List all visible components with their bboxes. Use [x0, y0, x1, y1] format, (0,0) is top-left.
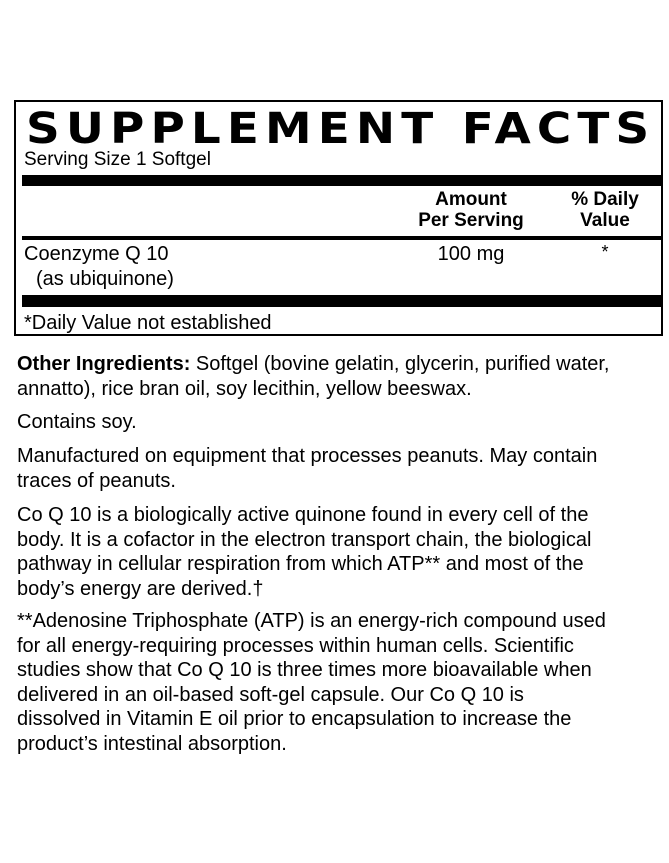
- coq10-description-line3: pathway in cellular respiration from which ATP** and most of the: [17, 553, 584, 575]
- other-ingredients-label: Other Ingredients:: [17, 353, 191, 375]
- other-ingredients-line1: [17, 352, 669, 377]
- contains-allergen: Contains soy.: [17, 411, 137, 433]
- coq10-description: [17, 503, 669, 601]
- divider-thick-bottom: [22, 295, 661, 307]
- nutrient-daily-value: *: [601, 242, 609, 262]
- column-header-daily-value: [547, 189, 663, 231]
- coq10-description-line2: body. It is a cofactor in the electron transport chain, the biological: [17, 528, 592, 551]
- column-header-daily-line2: Value: [580, 210, 630, 231]
- supplement-facts-panel: [14, 100, 663, 336]
- atp-note-line5: dissolved in Vitamin E oil prior to encapsulation to increase the: [17, 708, 572, 730]
- coq10-description-line1: Co Q 10 is a biologically active quinone found in every cell of the: [17, 504, 589, 526]
- atp-note-line3: studies show that Co Q 10 is three times more bioavailable when: [17, 659, 592, 681]
- other-ingredients-line2: annatto), rice bran oil, soy lecithin, yellow beeswax.: [17, 377, 472, 400]
- column-header-amount-line2: Per Serving: [418, 210, 524, 231]
- other-ingredients: [17, 352, 669, 401]
- atp-note-line6: product’s intestinal absorption.: [17, 732, 287, 755]
- atp-note-line2: for all energy-requiring processes within human cells. Scientific: [17, 634, 574, 657]
- atp-note-line1: **Adenosine Triphosphate (ATP) is an energy-rich compound used: [17, 610, 606, 632]
- other-ingredients-text: Softgel (bovine gelatin, glycerin, purified water,: [190, 353, 610, 375]
- nutrient-name: Coenzyme Q 10: [24, 243, 169, 265]
- nutrient-amount: 100 mg: [437, 243, 505, 265]
- manufacturing-line1: Manufactured on equipment that processes peanuts. May contain: [17, 445, 598, 467]
- daily-value-footnote: *Daily Value not established: [24, 312, 272, 334]
- column-header-amount-line1: Amount: [435, 189, 507, 210]
- serving-size: Serving Size 1 Softgel: [24, 149, 211, 170]
- atp-note-line4: delivered in an oil-based soft-gel capsule. Our Co Q 10 is: [17, 683, 524, 706]
- coq10-description-line4: body’s energy are derived.†: [17, 577, 264, 600]
- column-header-daily-line1: % Daily: [571, 189, 639, 210]
- column-header-amount: [406, 189, 536, 231]
- nutrient-form: (as ubiquinone): [36, 268, 174, 290]
- manufacturing-line2: traces of peanuts.: [17, 469, 176, 492]
- manufacturing-notice: [17, 444, 669, 493]
- divider-thick-top: [22, 175, 661, 186]
- atp-note: [17, 609, 669, 756]
- facts-title: SUPPLEMENT FACTS: [26, 104, 656, 154]
